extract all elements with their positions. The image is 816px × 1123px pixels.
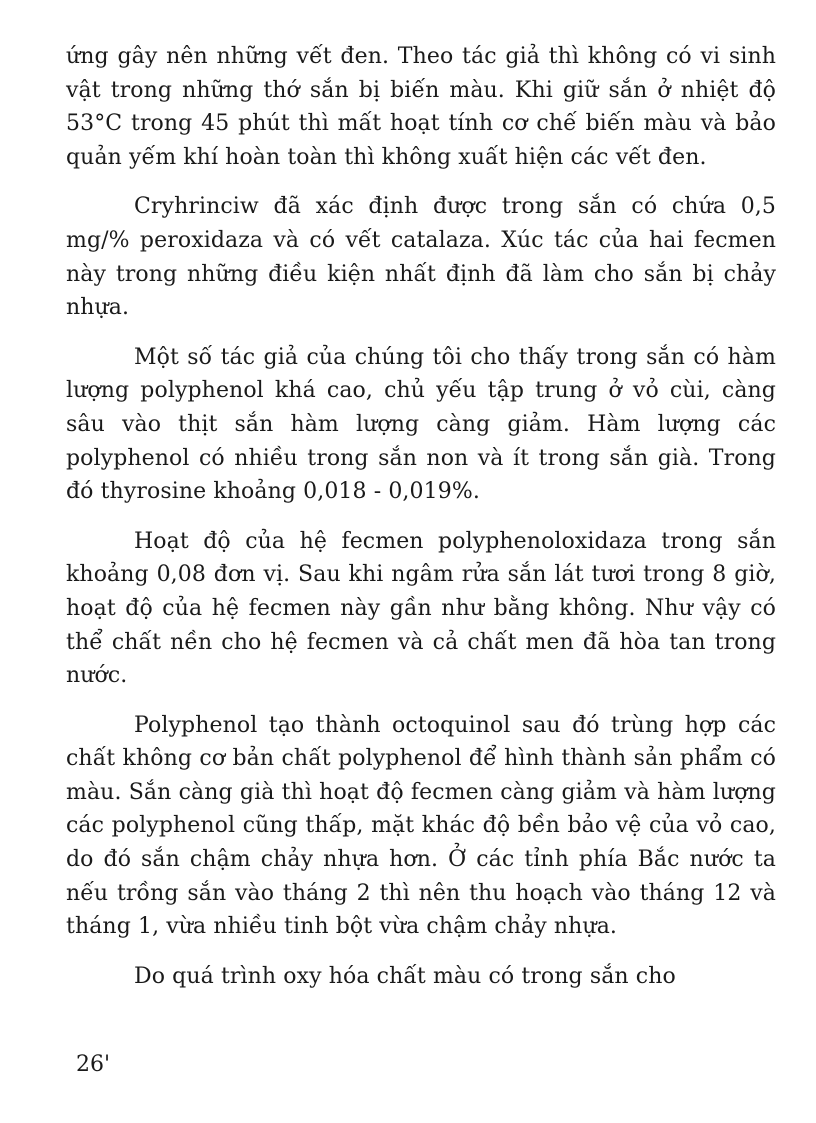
paragraph-continuation: ứng gây nên những vết đen. Theo tác giả thì không có vi sinh vật trong những thớ sắn bị biến màu. Khi giữ sắn ở nhiệt độ 53°C trong 45 phút thì mất hoạt tính cơ chế biến màu và bảo quản yếm khí hoàn toàn thì không xuất hiện các vết đen.	[66, 44, 776, 170]
paragraph-peroxidaza: Cryhrinciw đã xác định được trong sắn có chứa 0,5 mg/% peroxidaza và có vết catalaza. Xúc tác của hai fecmen này trong những điều kiện nhất định đã làm cho sắn bị chảy nhựa.	[66, 194, 776, 321]
page-number: 26'	[76, 1052, 111, 1077]
paragraph-oxidation: Do quá trình oxy hóa chất màu có trong sắn cho	[134, 963, 676, 989]
body-text	[66, 40, 776, 993]
paragraph-octoquinol: Polyphenol tạo thành octoquinol sau đó trùng hợp các chất không cơ bản chất polyphenol để hình thành sản phẩm có màu. Sắn càng già thì hoạt độ fecmen càng giảm và hàm lượng các polyphenol cũng thấp, mặt khác độ bền bảo vệ của vỏ cao, do đó sắn chậm chảy nhựa hơn. Ở các tỉnh phía Bắc nước ta nếu trồng sắn vào tháng 2 thì nên thu hoạch vào tháng 12 và tháng 1, vừa nhiều tinh bột vừa chậm chảy nhựa.	[66, 712, 776, 940]
paragraph-polyphenoloxidaza-activity: Hoạt độ của hệ fecmen polyphenoloxidaza trong sắn khoảng 0,08 đơn vị. Sau khi ngâm rửa sắn lát tươi trong 8 giờ, hoạt độ của hệ fecmen này gần như bằng không. Như vậy có thể chất nền cho hệ fecmen và cả chất men đã hòa tan trong nước.	[66, 528, 776, 689]
paragraph-polyphenol-content: Một số tác giả của chúng tôi cho thấy trong sắn có hàm lượng polyphenol khá cao, chủ yếu tập trung ở vỏ cùi, càng sâu vào thịt sắn hàm lượng càng giảm. Hàm lượng các polyphenol có nhiều trong sắn non và ít trong sắn già. Trong đó thyrosine khoảng 0,018 - 0,019%.	[66, 344, 776, 505]
